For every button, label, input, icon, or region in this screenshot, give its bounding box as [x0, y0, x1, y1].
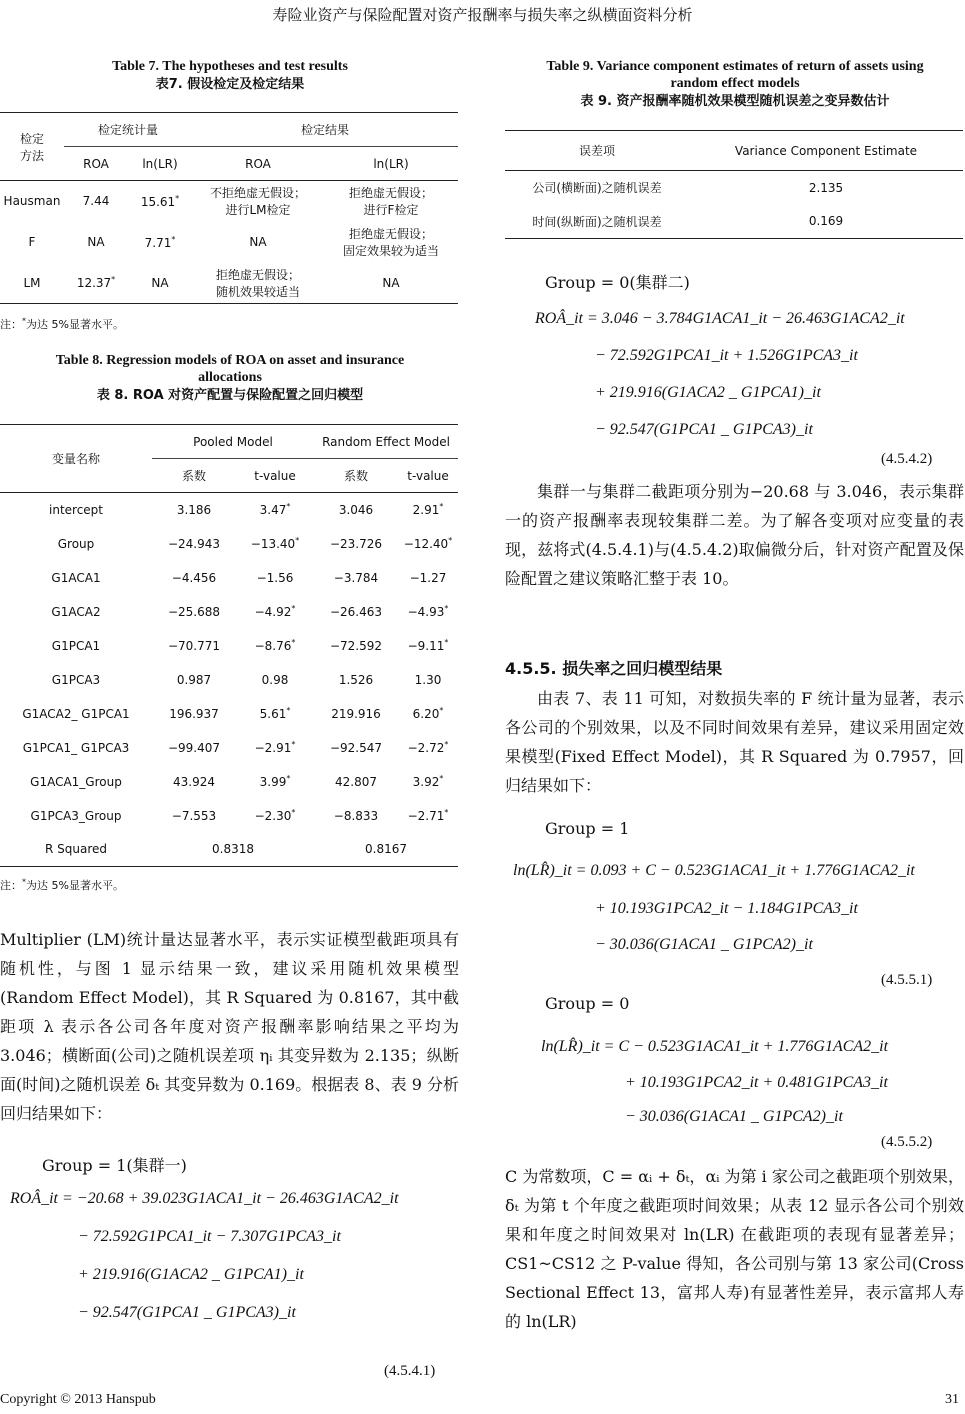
table-row: G1PCA1_ G1PCA3 −99.407 −2.91* −92.547 −2.72* [22, 740, 449, 755]
table9-title-zh: 表 9. 资产报酬率随机效果模型随机误差之变异数估计 [580, 94, 890, 109]
table9 [505, 130, 963, 239]
table-row: G1ACA2 −25.688 −4.92* −26.463 −4.93* [51, 604, 449, 619]
t7-head-lnlr: ln(LR) [142, 156, 178, 171]
eq3-line1: ln(LR̂)_it = 0.093 + C − 0.523G1ACA1_it + 1.776G1ACA2_it [513, 862, 915, 879]
table-row: 公司(横断面)之随机误差 2.135 [532, 180, 844, 196]
eq3-line3: − 30.036(G1ACA1 _ G1PCA2)_it [595, 936, 813, 953]
table7-caption [0, 58, 460, 94]
rsq-label: R Squared [44, 842, 107, 857]
footer-copyright: Copyright © 2013 Hanspub [0, 1392, 156, 1407]
table9-title-en: Table 9. Variance component estimates of return of assets using random effect models [546, 59, 924, 91]
table-row: G1PCA3_Group −7.553 −2.30* −8.833 −2.71* [30, 808, 449, 823]
eq2-line2: − 72.592G1PCA1_it + 1.526G1PCA3_it [595, 347, 858, 364]
rsq-random: 0.8167 [365, 842, 407, 857]
t8-head-t2: t-value [407, 468, 449, 483]
t7-head-stat: 检定统计量 [64, 113, 192, 147]
table9-caption [505, 58, 965, 111]
table-row: G1PCA1 −70.771 −8.76* −72.592 −9.11* [51, 638, 449, 653]
t8-head-random: Random Effect Model [314, 425, 458, 459]
table-row: 时间(纵断面)之随机误差 0.169 [505, 205, 963, 239]
table-row: LM 12.37* NA 拒绝虚无假设； 随机效果较适当 NA [0, 263, 458, 304]
table-row [0, 833, 458, 867]
eq2-line4: − 92.547(G1PCA1 _ G1PCA3)_it [595, 421, 813, 438]
t8-head-coef2: 系数 [343, 469, 368, 483]
eq4-line3: − 30.036(G1ACA1 _ G1PCA2)_it [625, 1108, 843, 1125]
t7-head-roa: ROA [83, 156, 109, 171]
eq2-line3: + 219.916(G1ACA2 _ G1PCA1)_it [595, 384, 821, 401]
group1-label: Group = 1(集群一) [42, 1156, 187, 1175]
eq1-line4: − 92.547(G1PCA1 _ G1PCA3)_it [78, 1304, 296, 1321]
group0-label: Group = 0(集群二) [545, 273, 690, 292]
eq2-line1: ROÂ_it = 3.046 − 3.784G1ACA1_it − 26.463G1ACA2_it [535, 310, 905, 327]
table7-note: 注：*为达 5%显著水平。 [0, 316, 124, 331]
eq3-line2: + 10.193G1PCA2_it − 1.184G1PCA3_it [595, 900, 858, 917]
table7-title-zh: 表7. 假设检定及检定结果 [155, 77, 305, 92]
section-heading: 4.5.5. 损失率之回归模型结果 [505, 659, 723, 678]
table-row: Hausman 7.44 15.61* 不拒绝虚无假设； 进行LM检定 拒绝虚无假设； 进行F检定 [3, 186, 433, 218]
table8-note: 注：*为达 5%显著水平。 [0, 877, 124, 892]
table-row: intercept 3.186 3.47* 3.046 2.91* [49, 502, 444, 518]
t9-head-term: 误差项 [578, 144, 615, 158]
table-row: G1ACA2_ G1PCA1 196.937 5.61* 219.916 6.20* [22, 706, 444, 721]
t9-head-estimate: Variance Component Estimate [734, 143, 918, 158]
eq4-line1: ln(LR̂)_it = C − 0.523G1ACA1_it + 1.776G1ACA2_it [541, 1038, 889, 1055]
rsq-pooled: 0.8318 [212, 842, 254, 857]
table8-caption [0, 352, 460, 405]
table-row: F NA 7.71* NA 拒绝虚无假设； 固定效果较为适当 [28, 227, 439, 258]
left-paragraph: Multiplier (LM)统计量达显著水平，表示实证模型截距项具有随机性，与图 1 显示结果一致，建议采用随机效果模型(Random Effect Model)，其 R Squared 为 0.8167，其中截距项 λ 表示各公司各年度对资产报酬率影响结果之平均为 3.046；横断面(公司)之随机误差项 ηᵢ 其变异数为 2.135；纵断面(时间)之随机误差 δₜ 其变异数为 0.169。根据表 8、表 9 分析回归结果如下： [0, 930, 459, 1123]
table8-body [0, 493, 458, 833]
t8-head-t1: t-value [254, 468, 296, 483]
right-paragraph-2: 由表 7、表 11 可知，对数损失率的 F 统计量为显著，表示各公司的个别效果，以及不同时间效果有差异，建议采用固定效果模型(Fixed Effect Model)，其 R Squared 为 0.7957，回归结果如下： [505, 689, 964, 795]
table8 [0, 424, 458, 867]
group0-lr-label: Group = 0 [545, 994, 630, 1013]
table-row: Group −24.943 −13.40* −23.726 −12.40* [57, 536, 453, 551]
t7-head-roa2: ROA [245, 156, 271, 171]
eq1-line3: + 219.916(G1ACA2 _ G1PCA1)_it [78, 1266, 304, 1283]
eq1-number: (4.5.4.1) [384, 1363, 436, 1379]
eq4-line2: + 10.193G1PCA2_it + 0.481G1PCA3_it [625, 1074, 888, 1091]
t8-head-pooled: Pooled Model [152, 425, 314, 459]
eq3-number: (4.5.5.1) [881, 972, 933, 988]
eq1-line1: ROÂ_it = −20.68 + 39.023G1ACA1_it − 26.463G1ACA2_it [10, 1190, 399, 1207]
table7-title-en: Table 7. The hypotheses and test results [112, 59, 348, 74]
footer-page-number: 31 [945, 1392, 959, 1407]
t7-head-method: 检定方法 [19, 131, 44, 163]
eq2-number: (4.5.4.2) [881, 451, 933, 467]
t8-head-coef1: 系数 [181, 469, 206, 483]
table-row: G1PCA3 0.987 0.98 1.526 1.30 [51, 672, 442, 687]
eq1-line2: − 72.592G1PCA1_it − 7.307G1PCA3_it [78, 1228, 341, 1245]
table-row: G1ACA1_Group 43.924 3.99* 42.807 3.92* [30, 774, 444, 789]
t7-head-result: 检定结果 [192, 113, 458, 147]
table8-title-zh: 表 8. ROA 对资产配置与保险配置之回归模型 [96, 388, 364, 403]
right-paragraph-1: 集群一与集群二截距项分别为−20.68 与 3.046，表示集群一的资产报酬率表现较集群二差。为了解各变项对应变量的表现，兹将式(4.5.4.1)与(4.5.4.2)取偏微分后，针对资产配置及保险配置之建议策略汇整于表 10。 [505, 482, 964, 588]
table7 [0, 112, 458, 304]
t7-head-lnlr2: ln(LR) [373, 156, 409, 171]
eq4-number: (4.5.5.2) [881, 1134, 933, 1150]
group1-lr-label: Group = 1 [545, 819, 630, 838]
running-header: 寿险业资产与保险配置对资产报酬率与损失率之纵横面资料分析 [272, 6, 693, 24]
table8-title-en: Table 8. Regression models of ROA on asset and insurance allocations [55, 353, 405, 385]
table-row: G1ACA1 −4.456 −1.56 −3.784 −1.27 [51, 570, 447, 585]
t8-head-var: 变量名称 [51, 452, 100, 466]
right-paragraph-3: C 为常数项，C = αᵢ + δₜ，αᵢ 为第 i 家公司之截距项个别效果，δₜ 为第 t 个年度之截距项时间效果；从表 12 显示各公司个别效果和年度之时间效果对 ln(LR) 在截距项的表现有显著差异；CS1~CS12 之 P-value 得知，各公司别与第 13 家公司(Cross Sectional Effect 13，富邦人寿)有显著性差异，表示富邦人寿的 ln(LR) [505, 1167, 964, 1331]
